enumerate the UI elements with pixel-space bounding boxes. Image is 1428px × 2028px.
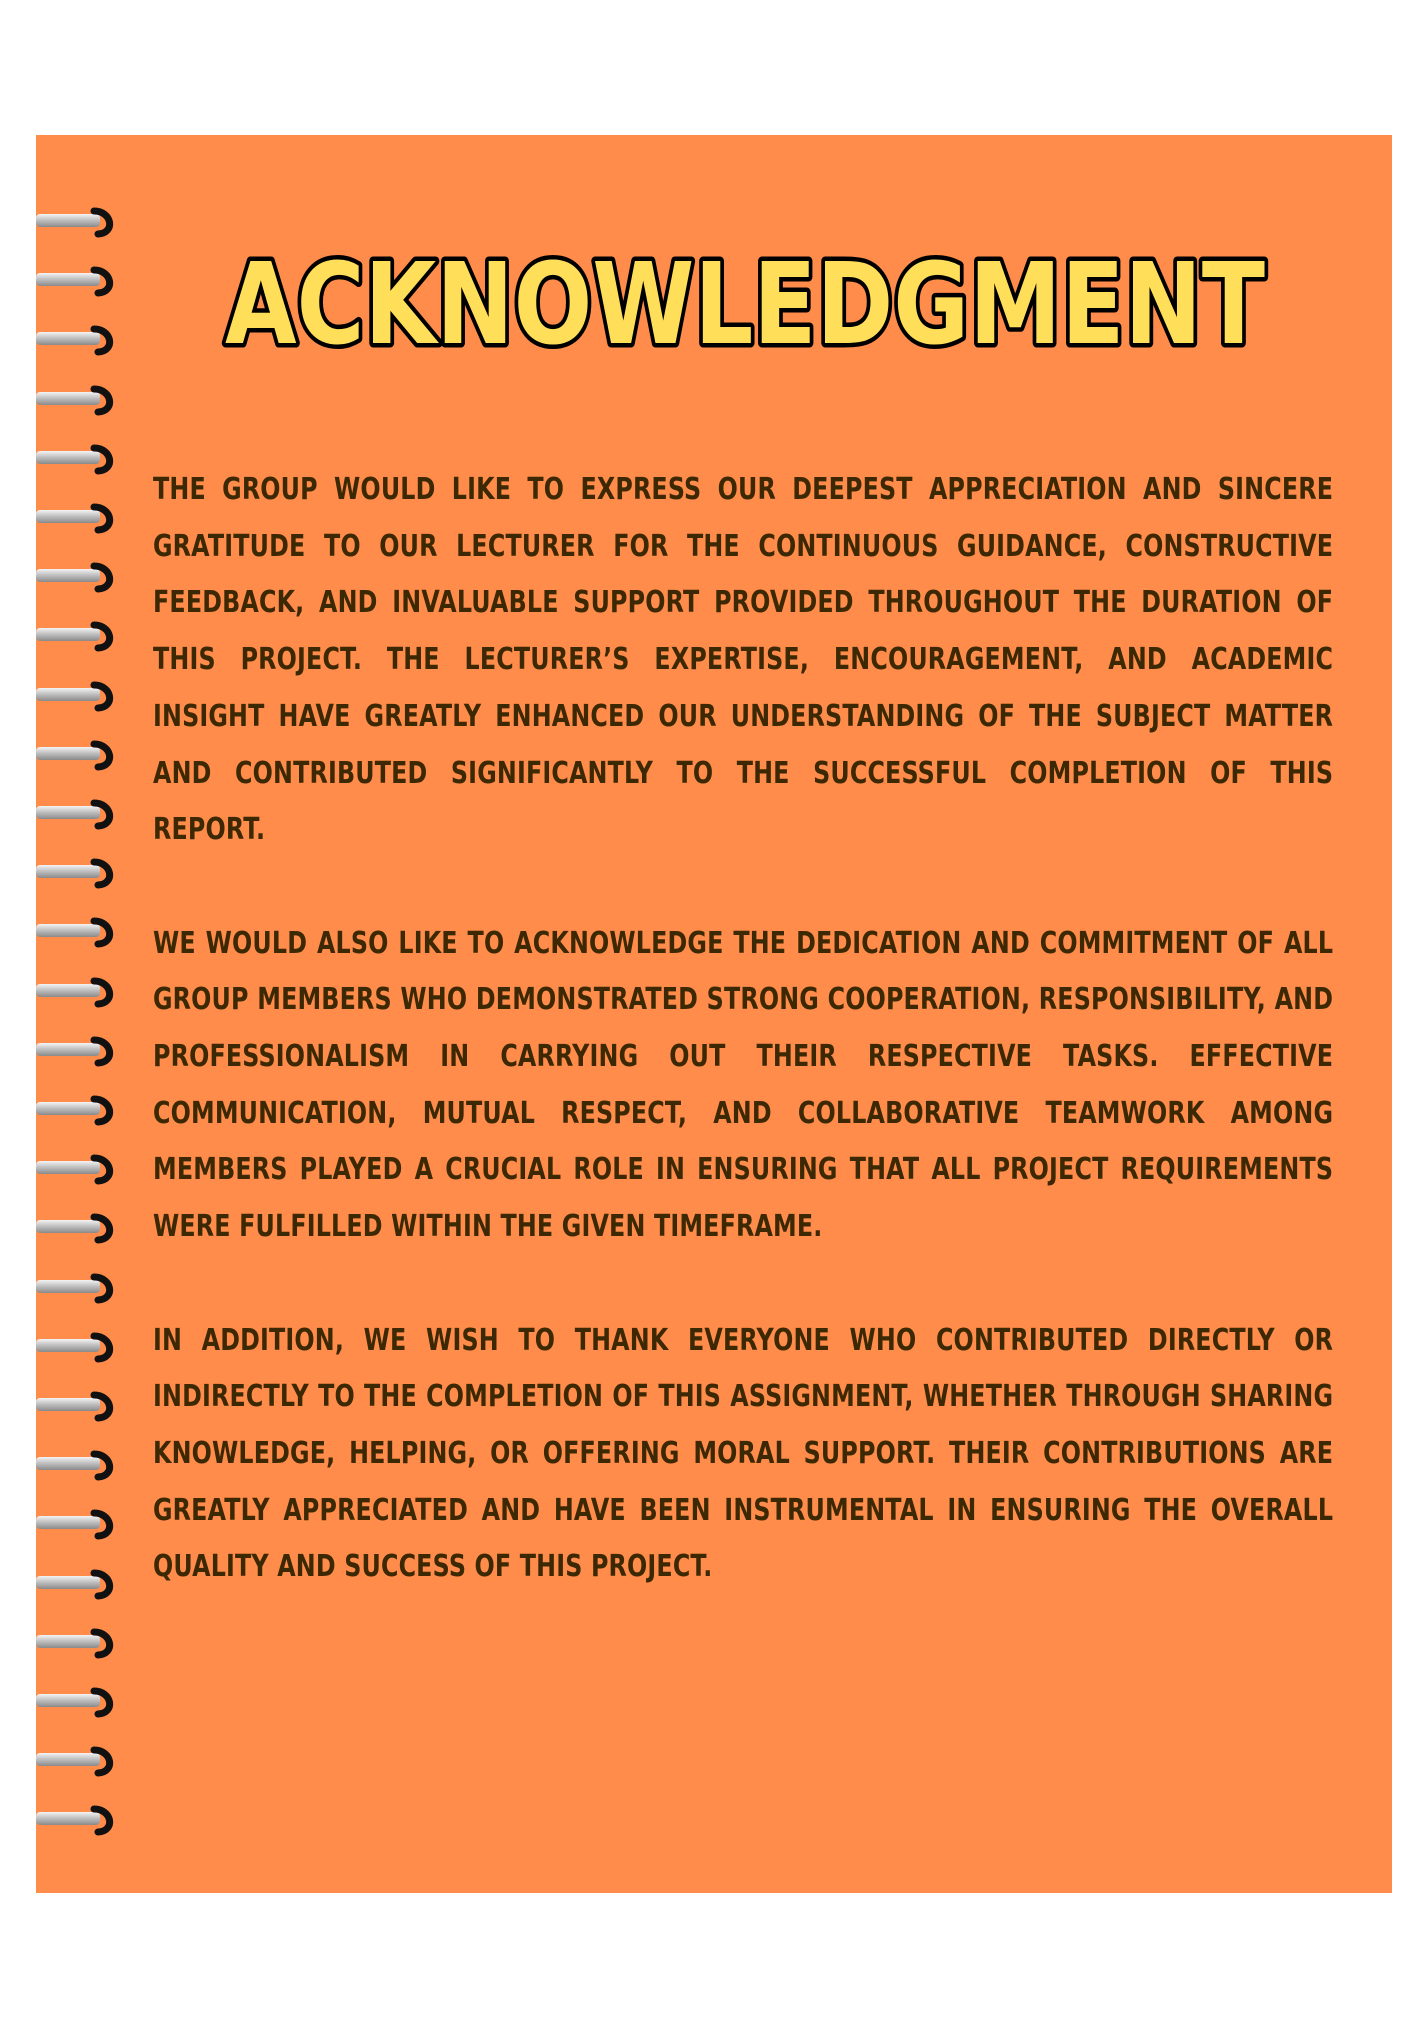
- spiral-ring-icon: [36, 679, 116, 713]
- paragraph-3: IN ADDITION, WE WISH TO THANK EVERYONE WHO CONTRIBUTED DIRECTLY OR INDIRECTLY TO THE COMPLETION OF THIS ASSIGNMENT, WHETHER THROUGH SHARING KNOWLEDGE, HELPING, OR OFFERING MORAL SUPPORT. THEIR CONTRIBUTIONS ARE GREATLY APPRECIATED AND HAVE BEEN INSTRUMENTAL IN ENSURING THE OVERALL QUALITY AND SUCCESS OF THIS PROJECT.: [153, 1322, 1334, 1585]
- spiral-ring-icon: [36, 442, 116, 476]
- paragraph-1: THE GROUP WOULD LIKE TO EXPRESS OUR DEEPEST APPRECIATION AND SINCERE GRATITUDE TO OUR LECTURER FOR THE CONTINUOUS GUIDANCE, CONSTRUCTIVE FEEDBACK, AND INVALUABLE SUPPORT PROVIDED THROUGHOUT THE DURATION OF THIS PROJECT. THE LECTURER’S EXPERTISE, ENCOURAGEMENT, AND ACADEMIC INSIGHT HAVE GREATLY ENHANCED OUR UNDERSTANDING OF THE SUBJECT MATTER AND CONTRIBUTED SIGNIFICANTLY TO THE SUCCESSFUL COMPLETION OF THIS REPORT.: [153, 472, 1334, 848]
- spiral-ring-icon: [36, 1448, 116, 1482]
- spiral-binding: [36, 205, 116, 1825]
- spiral-ring-icon: [36, 1507, 116, 1541]
- title-graphic: [150, 205, 1340, 375]
- spiral-ring-icon: [36, 1093, 116, 1127]
- spiral-ring-icon: [36, 1389, 116, 1423]
- spiral-ring-icon: [36, 560, 116, 594]
- spiral-ring-icon: [36, 1034, 116, 1068]
- spiral-ring-icon: [36, 383, 116, 417]
- spiral-ring-icon: [36, 205, 116, 239]
- spiral-ring-icon: [36, 975, 116, 1009]
- spiral-ring-icon: [36, 1567, 116, 1601]
- acknowledgment-body: [153, 462, 1333, 1653]
- spiral-ring-icon: [36, 1152, 116, 1186]
- spiral-ring-icon: [36, 797, 116, 831]
- spiral-ring-icon: [36, 1211, 116, 1245]
- spiral-ring-icon: [36, 1803, 116, 1837]
- spiral-ring-icon: [36, 1744, 116, 1778]
- spiral-ring-icon: [36, 501, 116, 535]
- spiral-ring-icon: [36, 619, 116, 653]
- paragraph-2: WE WOULD ALSO LIKE TO ACKNOWLEDGE THE DEDICATION AND COMMITMENT OF ALL GROUP MEMBERS WHO DEMONSTRATED STRONG COOPERATION, RESPONSIBILITY, AND PROFESSIONALISM IN CARRYING OUT THEIR RESPECTIVE TASKS. EFFECTIVE COMMUNICATION, MUTUAL RESPECT, AND COLLABORATIVE TEAMWORK AMONG MEMBERS PLAYED A CRUCIAL ROLE IN ENSURING THAT ALL PROJECT REQUIREMENTS WERE FULFILLED WITHIN THE GIVEN TIMEFRAME.: [153, 925, 1334, 1245]
- spiral-ring-icon: [36, 323, 116, 357]
- spiral-ring-icon: [36, 1626, 116, 1660]
- spiral-ring-icon: [36, 915, 116, 949]
- spiral-ring-icon: [36, 264, 116, 298]
- spiral-ring-icon: [36, 856, 116, 890]
- spiral-ring-icon: [36, 1271, 116, 1305]
- spiral-ring-icon: [36, 1330, 116, 1364]
- spiral-ring-icon: [36, 738, 116, 772]
- page-title: [150, 205, 1340, 375]
- spiral-ring-icon: [36, 1685, 116, 1719]
- title-text: ACKNOWLEDGMENT: [225, 240, 1265, 370]
